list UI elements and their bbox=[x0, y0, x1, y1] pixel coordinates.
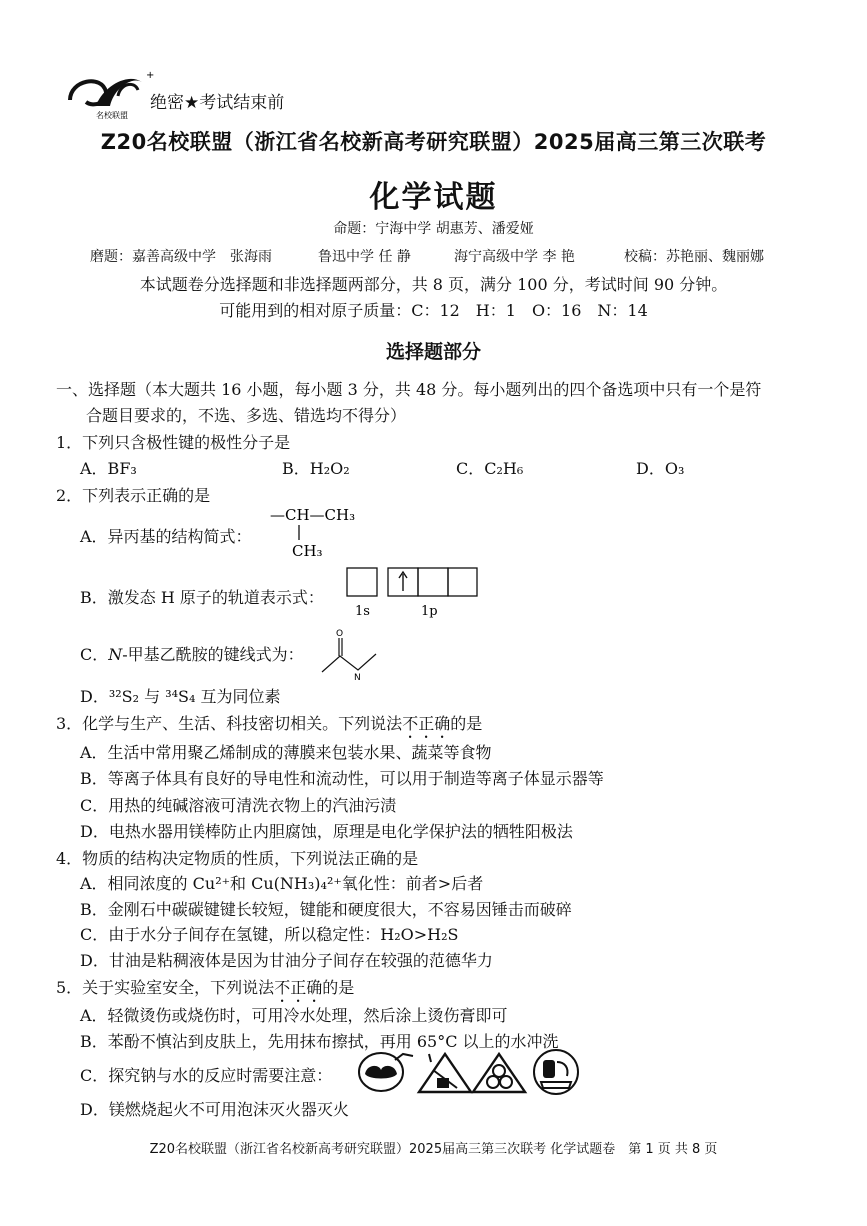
reviewer-1: 磨题：嘉善高级中学 张海雨 bbox=[90, 249, 272, 265]
atomic-masses: 可能用到的相对原子质量：C：12 H：1 O：16 N：14 bbox=[219, 301, 648, 320]
section-title: 选择题部分 bbox=[385, 341, 481, 363]
confidential-label: 绝密★考试结束前 bbox=[150, 93, 285, 113]
orbital-diagram bbox=[346, 567, 478, 619]
q3-stem-prefix: 3．化学与生产、生活、科技密切相关。下列说法 bbox=[56, 714, 403, 733]
q3-stem bbox=[56, 711, 482, 742]
q5-option-c: C．探究钠与水的反应时需要注意： bbox=[80, 1066, 333, 1085]
atom-n: N bbox=[354, 673, 361, 682]
q5-option-a: A．轻微烫伤或烧伤时，可用冷水处理，然后涂上烫伤膏即可 bbox=[80, 1006, 508, 1025]
q2-stem: 2．下列表示正确的是 bbox=[56, 486, 211, 505]
authors-line: 命题：宁海中学 胡惠芳、潘爱娅 bbox=[333, 221, 534, 237]
alliance-logo bbox=[62, 66, 154, 122]
instructions-line-1: 一、选择题（本大题共 16 小题，每小题 3 分，共 48 分。每小题列出的四个备选项中只有一个是符 bbox=[56, 380, 762, 399]
exam-info: 本试题卷分选择题和非选择题两部分，共 8 页，满分 100 分，考试时间 90 分钟。 bbox=[139, 275, 728, 294]
q3-option-c: C．用热的纯碱溶液可清洗衣物上的汽油污渍 bbox=[80, 796, 397, 815]
q1-option-a: A．BF₃ bbox=[80, 459, 137, 478]
q3-option-b: B．等离子体具有良好的导电性和流动性，可以用于制造等离子体显示器等 bbox=[80, 769, 604, 788]
q1-stem: 1．下列只含极性键的极性分子是 bbox=[56, 433, 291, 452]
reviewer-4: 校稿：苏艳丽、魏丽娜 bbox=[624, 249, 764, 265]
reviewer-2: 鲁迅中学 任 静 bbox=[318, 249, 411, 265]
hand-wash-icon bbox=[534, 1050, 578, 1094]
isopropyl-top: —CH—CH₃ bbox=[270, 506, 356, 524]
q3-stem-emphasis: 不正确 bbox=[402, 714, 451, 733]
atom-o: O bbox=[336, 629, 344, 639]
goggles-icon bbox=[359, 1053, 413, 1091]
q2-c-italic: N bbox=[108, 645, 123, 664]
instructions-line-2: 合题目要求的，不选、多选、错选均不得分） bbox=[86, 406, 407, 425]
q2-option-a: A．异丙基的结构简式： bbox=[80, 527, 252, 546]
exam-title: Z20名校联盟（浙江省名校新高考研究联盟）2025届高三第三次联考 bbox=[100, 130, 767, 154]
sharp-object-icon bbox=[419, 1054, 471, 1092]
n-methylacetamide-skeletal bbox=[320, 626, 380, 682]
reviewer-3: 海宁高级中学 李 艳 bbox=[454, 249, 575, 265]
q4-option-d: D．甘油是粘稠液体是因为甘油分子间存在较强的范德华力 bbox=[80, 951, 493, 970]
label-1s: 1s bbox=[355, 604, 370, 619]
isopropyl-structure bbox=[270, 504, 390, 562]
q2-option-d: D．³²S₂ 与 ³⁴S₄ 互为同位素 bbox=[80, 687, 281, 706]
q5-stem-emphasis: 不正确 bbox=[274, 978, 323, 997]
q2-option-c bbox=[80, 642, 304, 665]
q3-option-a: A．生活中常用聚乙烯制成的薄膜来包装水果、蔬菜等食物 bbox=[80, 743, 492, 762]
svg-text:+: + bbox=[146, 70, 154, 81]
q4-stem: 4．物质的结构决定物质的性质，下列说法正确的是 bbox=[56, 849, 419, 868]
q4-option-c: C．由于水分子间存在氢键，所以稳定性：H₂O>H₂S bbox=[80, 925, 459, 944]
isopropyl-bottom: CH₃ bbox=[292, 542, 323, 560]
subject-title: 化学试题 bbox=[369, 180, 498, 215]
safety-icons bbox=[357, 1048, 582, 1096]
q2-c-suffix: -甲基乙酰胺的键线式为： bbox=[122, 645, 304, 664]
q5-stem bbox=[56, 975, 354, 1006]
q1-option-c: C．C₂H₆ bbox=[456, 459, 524, 478]
q1-option-d: D．O₃ bbox=[636, 459, 685, 478]
q3-stem-suffix: 的是 bbox=[450, 714, 483, 733]
q5-option-d: D．镁燃烧起火不可用泡沫灭火器灭火 bbox=[80, 1100, 349, 1119]
q5-option-b: B．苯酚不慎沾到皮肤上，先用抹布擦拭，再用 65°C 以上的水冲洗 bbox=[80, 1032, 559, 1051]
q2-c-prefix: C． bbox=[80, 645, 109, 664]
page-footer: Z20名校联盟（浙江省名校新高考研究联盟）2025届高三第三次联考 化学试题卷 第 1 页 共 8 页 bbox=[149, 1142, 718, 1157]
q3-option-d: D．电热水器用镁棒防止内胆腐蚀，原理是电化学保护法的牺牲阳极法 bbox=[80, 822, 573, 841]
q4-option-a: A．相同浓度的 Cu²⁺和 Cu(NH₃)₄²⁺氧化性：前者>后者 bbox=[80, 874, 484, 893]
label-1p: 1p bbox=[421, 604, 438, 619]
q1-option-b: B．H₂O₂ bbox=[282, 459, 350, 478]
q4-option-b: B．金刚石中碳碳键键长较短，键能和硬度很大，不容易因锤击而破碎 bbox=[80, 900, 572, 919]
logo-text: 名校联盟 bbox=[96, 111, 128, 120]
q5-stem-suffix: 的是 bbox=[322, 978, 355, 997]
explosion-icon bbox=[473, 1054, 525, 1092]
q2-option-b: B．激发态 H 原子的轨道表示式： bbox=[80, 588, 324, 607]
q5-stem-prefix: 5．关于实验室安全，下列说法 bbox=[56, 978, 275, 997]
